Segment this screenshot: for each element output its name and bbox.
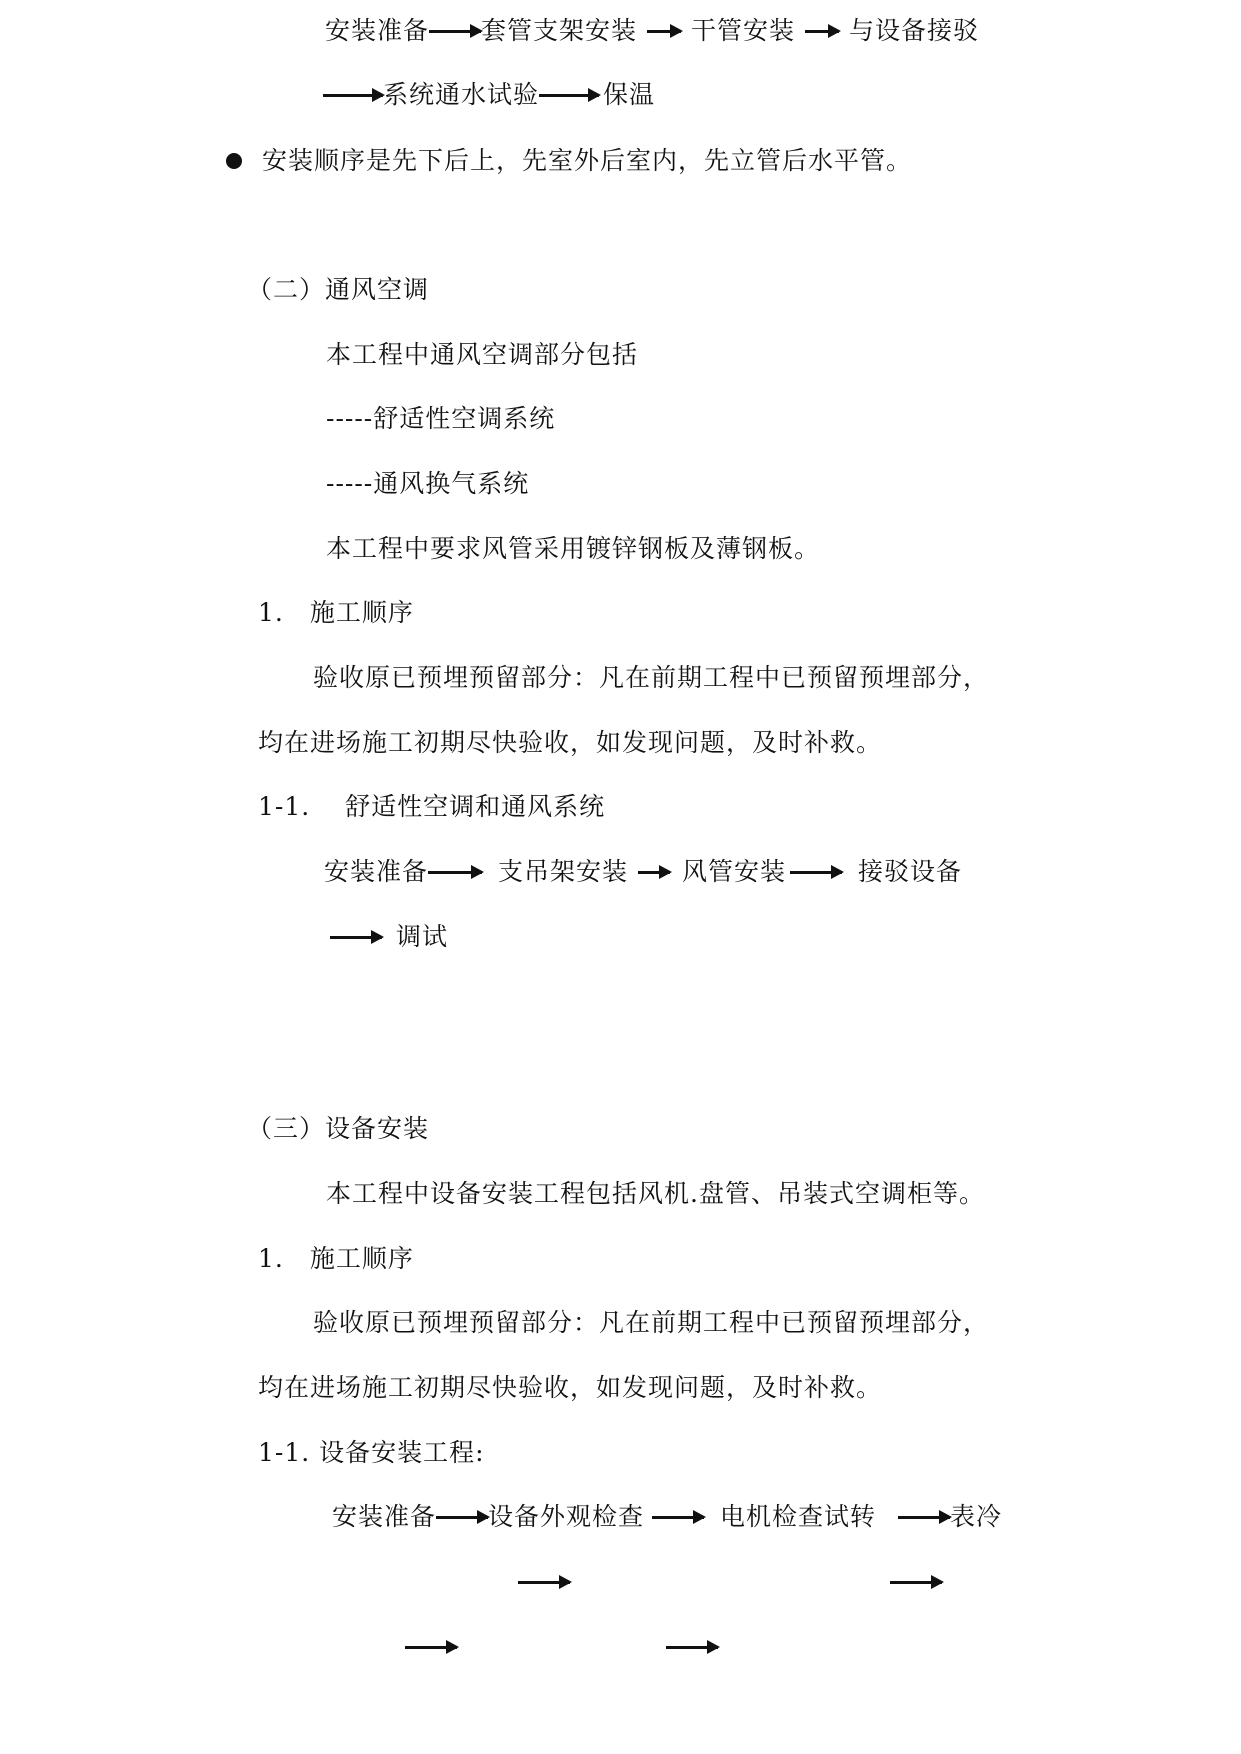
- flow-step: 套管支架安装: [481, 16, 638, 45]
- flow-step: 安装准备: [325, 16, 430, 45]
- install-order-bullet: [226, 144, 912, 178]
- pipe-install-flow-row2: [323, 78, 655, 112]
- equipment-flow-row1: [332, 1500, 1002, 1534]
- hvac-step-title: 1. 施工顺序: [258, 598, 414, 627]
- flow-arrow-icon: [666, 1646, 718, 1649]
- flow-arrow-icon: [539, 94, 599, 97]
- hvac-material: 本工程中要求风管采用镀锌钢板及薄钢板。: [326, 534, 821, 563]
- flow-step: 风管安装: [682, 857, 787, 886]
- flow-step: 调试: [396, 922, 449, 951]
- flow-arrow-icon: [898, 1516, 950, 1519]
- flow-arrow-icon: [638, 871, 670, 874]
- flow-step: 干管安装: [691, 16, 796, 45]
- pipe-install-flow-row1: [325, 14, 979, 48]
- flow-arrow-icon: [405, 1646, 457, 1649]
- bullet-icon: [226, 153, 242, 169]
- flow-step: 安装准备: [332, 1502, 437, 1531]
- flow-step: 与设备接驳: [849, 16, 980, 45]
- equipment-paragraph-line1: 验收原已预埋预留部分：凡在前期工程中已预留预埋部分，: [313, 1308, 990, 1337]
- flow-step: 安装准备: [324, 857, 429, 886]
- bullet-text: 安装顺序是先下后上，先室外后室内，先立管后水平管。: [262, 146, 913, 175]
- hvac-item-ventilation: -----通风换气系统: [326, 469, 530, 498]
- flow-arrow-icon: [647, 30, 681, 33]
- flow-arrow-icon: [518, 1581, 570, 1584]
- flow-arrow-icon: [428, 871, 482, 874]
- equipment-paragraph-line2: 均在进场施工初期尽快验收，如发现问题，及时补救。: [258, 1373, 883, 1402]
- flow-arrow-icon: [790, 871, 842, 874]
- flow-step: 支吊架安装: [498, 857, 629, 886]
- equipment-subtitle: 1-1. 设备安装工程:: [258, 1438, 485, 1467]
- hvac-item-comfort: -----舒适性空调系统: [326, 404, 556, 433]
- hvac-paragraph-line1: 验收原已预埋预留部分：凡在前期工程中已预留预埋部分，: [313, 663, 990, 692]
- flow-step: 电机检查试转: [720, 1502, 877, 1531]
- hvac-paragraph-line2: 均在进场施工初期尽快验收，如发现问题，及时补救。: [258, 728, 883, 757]
- equipment-intro: 本工程中设备安装工程包括风机.盘管、吊装式空调柜等。: [326, 1179, 985, 1208]
- equipment-step-title: 1. 施工顺序: [258, 1244, 414, 1273]
- flow-arrow-icon: [890, 1581, 942, 1584]
- hvac-flow-row1: [324, 855, 962, 889]
- flow-step: 系统通水试验: [383, 80, 540, 109]
- hvac-intro: 本工程中通风空调部分包括: [326, 340, 639, 369]
- flow-step: 接驳设备: [858, 857, 963, 886]
- hvac-subtitle: 1-1. 舒适性空调和通风系统: [258, 792, 606, 821]
- flow-arrow-icon: [330, 936, 382, 939]
- section-heading-equipment: （三）设备安装: [247, 1114, 430, 1143]
- flow-step: 表冷: [950, 1502, 1003, 1531]
- section-heading-hvac: （二）通风空调: [247, 275, 430, 304]
- flow-arrow-icon: [652, 1516, 704, 1519]
- flow-arrow-icon: [323, 94, 383, 97]
- flow-arrow-icon: [429, 30, 481, 33]
- flow-step: 保温: [603, 80, 656, 109]
- hvac-flow-row2: [330, 920, 448, 954]
- flow-arrow-icon: [805, 30, 839, 33]
- flow-step: 设备外观检查: [488, 1502, 645, 1531]
- flow-arrow-icon: [436, 1516, 488, 1519]
